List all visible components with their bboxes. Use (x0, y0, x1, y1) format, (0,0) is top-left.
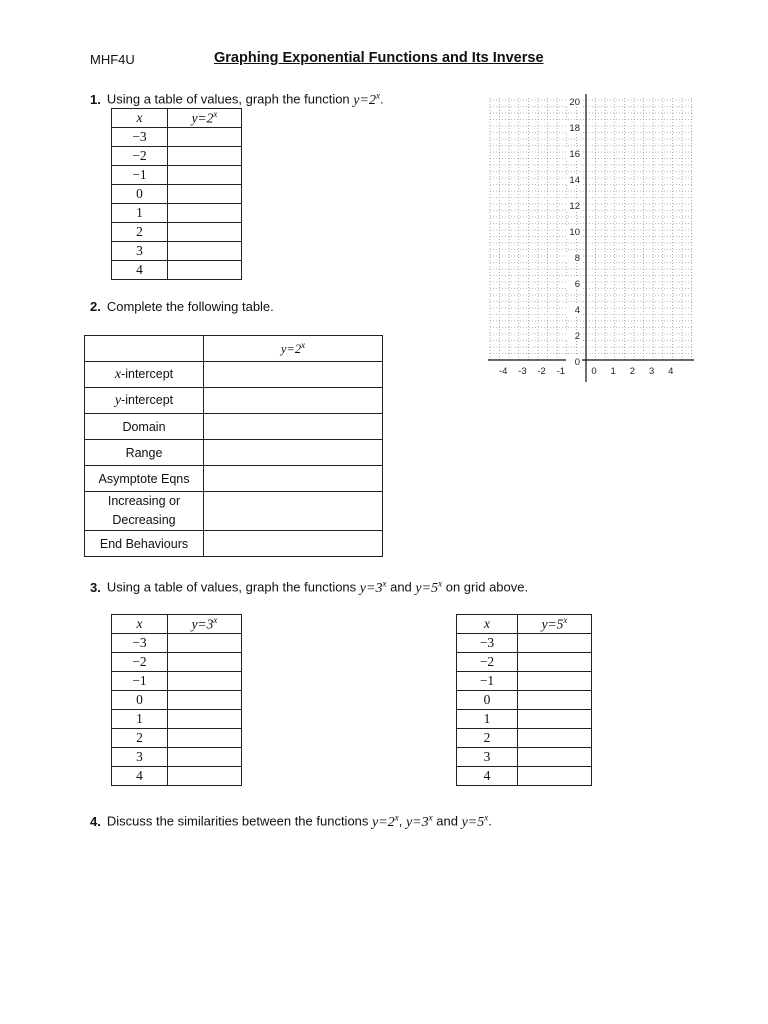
q3b-x-cell: −2 (457, 653, 518, 672)
q3a-x-cell: −2 (112, 653, 168, 672)
row-range: Range (85, 440, 204, 466)
q3a-y-cell[interactable] (168, 634, 242, 653)
q3b-y-cell[interactable] (518, 710, 592, 729)
x-tick-label: -1 (556, 366, 566, 377)
x-tick-label: -4 (498, 366, 508, 377)
q3a-x-cell: 3 (112, 748, 168, 767)
q3-function-1: $y=3^x$ (359, 578, 387, 596)
q1-y-cell[interactable] (168, 204, 242, 223)
q1-value-table (111, 108, 242, 280)
row-domain: Domain (85, 414, 204, 440)
q3a-y-cell[interactable] (168, 748, 242, 767)
cell-domain[interactable] (204, 414, 383, 440)
q3b-x-cell: 1 (457, 710, 518, 729)
q1-x-cell: 0 (112, 185, 168, 204)
q3b-x-cell: 2 (457, 729, 518, 748)
y-tick-label: 4 (574, 305, 580, 316)
q3a-y-cell[interactable] (168, 710, 242, 729)
q3b-header-y: $y=5^x$ (518, 615, 592, 634)
row-y-intercept: y-intercept (85, 388, 204, 414)
q3a-y-cell[interactable] (168, 691, 242, 710)
cell-y-intercept[interactable] (204, 388, 383, 414)
y-tick-label: 8 (574, 253, 580, 264)
q4-function-2: $y=3^x$ (405, 812, 433, 830)
q3a-x-cell: 1 (112, 710, 168, 729)
q1-header-x: x (112, 109, 168, 128)
q3-and: and (390, 579, 412, 595)
q4-number: 4. (90, 813, 101, 829)
q1-x-cell: −1 (112, 166, 168, 185)
y-tick-label: 2 (574, 331, 580, 342)
x-tick-label: 4 (668, 366, 674, 377)
q3-table-5x (456, 614, 592, 786)
q3-number: 3. (90, 579, 101, 595)
q1-y-cell[interactable] (168, 128, 242, 147)
q2-number: 2. (90, 299, 101, 314)
q3-table-3x (111, 614, 242, 786)
properties-header-blank (85, 336, 204, 362)
q3a-header-x: x (112, 615, 168, 634)
q4-function-3: $y=5^x$ (461, 812, 489, 830)
question-2 (90, 299, 274, 314)
q3-function-2: $y=5^x$ (415, 578, 443, 596)
y-tick-label: 10 (569, 227, 580, 238)
q3b-x-cell: −3 (457, 634, 518, 653)
properties-table (84, 335, 383, 557)
course-code: MHF4U (90, 52, 135, 67)
y-tick-label: 16 (569, 149, 580, 160)
q3b-header-x: x (457, 615, 518, 634)
q1-x-cell: −3 (112, 128, 168, 147)
q1-y-cell[interactable] (168, 166, 242, 185)
q1-x-cell: 1 (112, 204, 168, 223)
q3b-y-cell[interactable] (518, 748, 592, 767)
question-3 (90, 578, 528, 597)
q4-and: and (436, 813, 458, 829)
q3b-y-cell[interactable] (518, 634, 592, 653)
q3b-y-cell[interactable] (518, 729, 592, 748)
x-tick-label: 3 (648, 366, 655, 377)
q3-text-a: Using a table of values, graph the functions (106, 579, 357, 595)
graph-grid[interactable] (484, 92, 698, 382)
q3b-x-cell: 0 (457, 691, 518, 710)
question-4: 4. Discuss the similarities between the functions $y=2^x$, $y=3^x$ and $y=5^x$. (90, 812, 492, 830)
cell-asymptote[interactable] (204, 466, 383, 492)
q3a-x-cell: −3 (112, 634, 168, 653)
grid-lines (490, 98, 692, 360)
cell-x-intercept[interactable] (204, 362, 383, 388)
x-tick-label: 1 (610, 366, 616, 377)
y-tick-label: 6 (574, 279, 580, 290)
q1-x-cell: 4 (112, 261, 168, 280)
q3b-y-cell[interactable] (518, 767, 592, 786)
q1-function: $y=2^x$ (353, 90, 380, 108)
q3b-x-cell: 3 (457, 748, 518, 767)
cell-increasing-decreasing[interactable] (204, 492, 383, 531)
q3a-x-cell: −1 (112, 672, 168, 691)
q1-y-cell[interactable] (168, 185, 242, 204)
y-tick-label: 12 (569, 201, 580, 212)
q3a-x-cell: 4 (112, 767, 168, 786)
q1-y-cell[interactable] (168, 242, 242, 261)
x-tick-label: -3 (518, 366, 527, 377)
q1-y-cell[interactable] (168, 261, 242, 280)
q3a-y-cell[interactable] (168, 653, 242, 672)
cell-end-behaviours[interactable] (204, 531, 383, 557)
y-tick-label: 0 (574, 357, 580, 368)
q4-text: Discuss the similarities between the functions (106, 813, 369, 829)
x-tick-label: 2 (629, 366, 636, 377)
x-tick-label: 0 (591, 366, 597, 377)
properties-header-function: $y=2^x$ (204, 336, 383, 362)
q3a-header-y: $y=3^x$ (168, 615, 242, 634)
x-tick-label: -2 (537, 366, 546, 377)
q3b-x-cell: −1 (457, 672, 518, 691)
q4-function-1: $y=2^x$ (372, 812, 399, 830)
row-x-intercept: x-intercept (85, 362, 204, 388)
q2-text: Complete the following table. (106, 299, 274, 314)
y-tick-label: 18 (569, 123, 580, 134)
q1-x-cell: −2 (112, 147, 168, 166)
page-title: Graphing Exponential Functions and Its Inverse (214, 50, 544, 66)
q1-header-y: $y=2^x$ (168, 109, 242, 128)
q3b-y-cell[interactable] (518, 672, 592, 691)
question-1: 1. Using a table of values, graph the function $y=2^x$. (90, 90, 384, 108)
q1-x-cell: 2 (112, 223, 168, 242)
q3a-x-cell: 2 (112, 729, 168, 748)
q3a-y-cell[interactable] (168, 672, 242, 691)
q1-text: Using a table of values, graph the function (106, 91, 350, 107)
y-tick-label: 14 (569, 175, 580, 186)
row-end-behaviours: End Behaviours (85, 531, 204, 557)
row-increasing-decreasing: Increasing or Decreasing (85, 492, 204, 531)
q1-x-cell: 3 (112, 242, 168, 261)
q1-y-cell[interactable] (168, 223, 242, 242)
q3b-x-cell: 4 (457, 767, 518, 786)
q3b-y-cell[interactable] (518, 653, 592, 672)
q3a-y-cell[interactable] (168, 729, 242, 748)
q3-text-b: on grid above. (445, 579, 529, 595)
row-asymptote: Asymptote Eqns (85, 466, 204, 492)
q3a-x-cell: 0 (112, 691, 168, 710)
q1-y-cell[interactable] (168, 147, 242, 166)
q3b-y-cell[interactable] (518, 691, 592, 710)
cell-range[interactable] (204, 440, 383, 466)
y-tick-label: 20 (569, 97, 580, 108)
q1-number: 1. (90, 91, 101, 107)
q3a-y-cell[interactable] (168, 767, 242, 786)
